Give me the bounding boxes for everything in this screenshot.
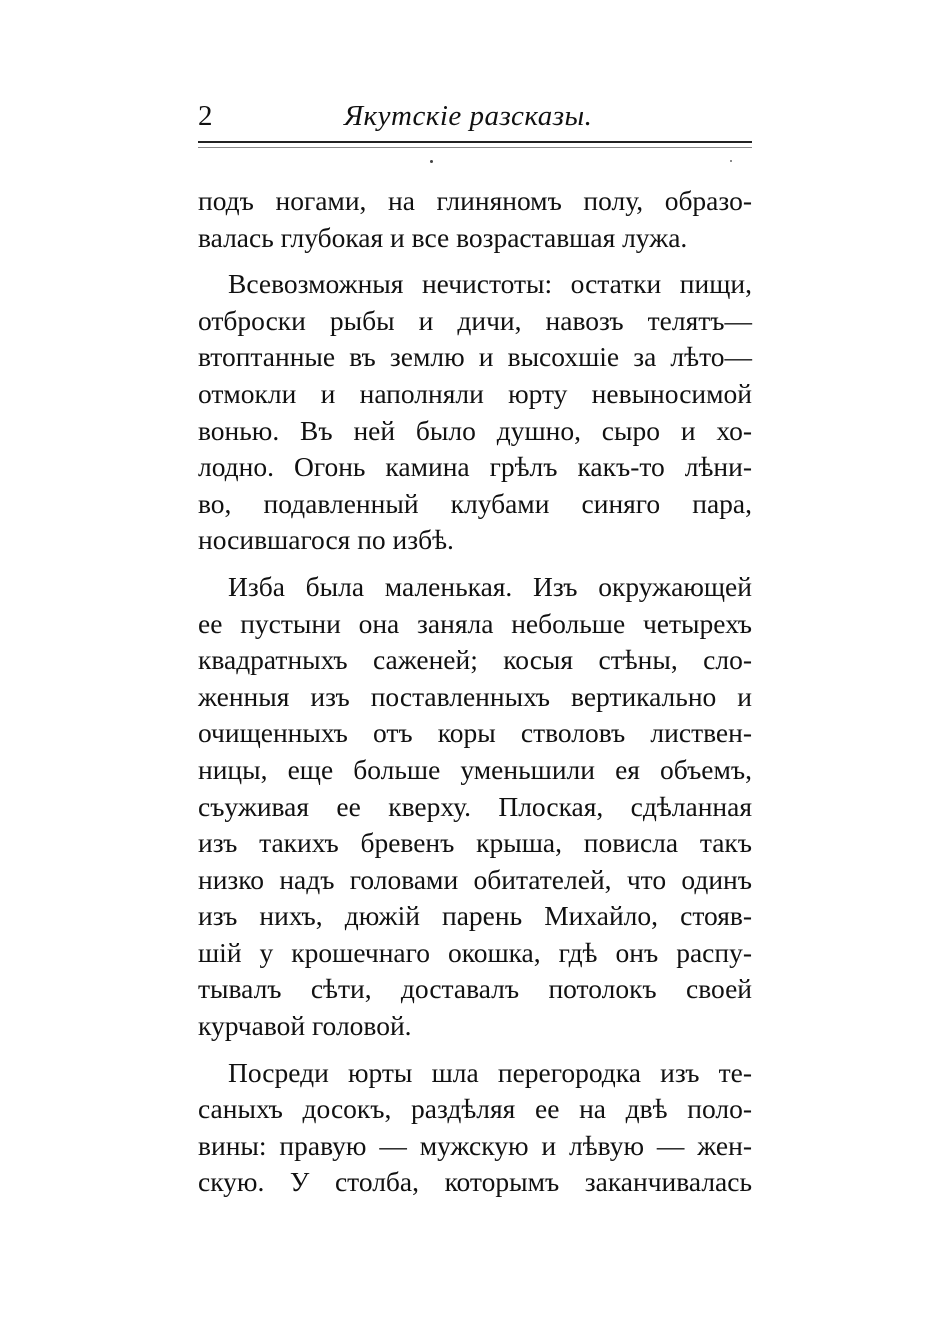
text-line: очищенныхъ отъ коры стволовъ листвен- xyxy=(198,717,752,749)
header-rule xyxy=(198,141,752,143)
body-text xyxy=(198,183,752,1201)
running-header xyxy=(196,98,752,138)
text-line: втоптанные въ землю и высохшіе за лѣто— xyxy=(198,341,752,373)
text-line: Изба была маленькая. Изъ окружающей xyxy=(228,570,752,602)
text-line: лодно. Огонь камина грѣлъ какъ-то лѣни- xyxy=(198,451,752,483)
text-line: отмокли и наполняли юрту невыносимой xyxy=(198,377,752,409)
text-line: ницы, еще больше уменьшили ея объемъ, xyxy=(198,753,752,785)
text-line: носившагося по избѣ. xyxy=(198,524,454,556)
text-line: во, подавленный клубами синяго пара, xyxy=(198,487,752,519)
header-rule-thin xyxy=(198,147,752,148)
text-line: подъ ногами, на глиняномъ полу, образо- xyxy=(198,185,752,216)
text-line: съуживая ее кверху. Плоская, сдѣланная xyxy=(198,790,752,822)
running-title: Якутскіе разсказы. xyxy=(344,100,593,132)
text-line: Посреди юрты шла перегородка изъ те- xyxy=(228,1056,752,1088)
text-line: Всевозможныя нечистоты: остатки пищи, xyxy=(228,268,752,300)
text-line: квадратныхъ саженей; косыя стѣны, сло- xyxy=(198,644,752,676)
text-line: низко надъ головами обитателей, что одинъ xyxy=(198,863,752,895)
text-line: изъ нихъ, дюжій парень Михайло, стояв- xyxy=(198,900,752,932)
text-line: вины: правую — мужскую и лѣвую — жен- xyxy=(198,1129,752,1161)
text-line: женныя изъ поставленныхъ вертикально и xyxy=(198,680,752,712)
text-line: вонью. Въ ней было душно, сыро и хо- xyxy=(198,414,752,446)
print-speck xyxy=(730,160,732,162)
text-line: шій у крошечнаго окошка, гдѣ онъ распу- xyxy=(198,936,752,968)
text-line: отброски рыбы и дичи, навозъ телятъ— xyxy=(198,304,752,336)
page-number: 2 xyxy=(198,100,213,132)
paragraph-gap xyxy=(198,256,752,266)
text-line: изъ такихъ бревенъ крыша, повисла такъ xyxy=(198,827,752,859)
text-line: ее пустыни она заняла небольше четырехъ xyxy=(198,607,752,639)
paragraph-gap xyxy=(198,1045,752,1055)
text-line: тывалъ сѣти, доставалъ потолокъ своей xyxy=(198,973,752,1005)
text-line: саныхъ досокъ, раздѣляя ее на двѣ поло- xyxy=(198,1093,752,1125)
text-line: курчавой головой. xyxy=(198,1010,412,1042)
paragraph-gap xyxy=(198,559,752,569)
print-speck xyxy=(430,160,433,163)
text-line: валась глубокая и все возраставшая лужа. xyxy=(198,221,688,253)
text-line: скую. У столба, которымъ заканчивалась xyxy=(198,1166,752,1198)
